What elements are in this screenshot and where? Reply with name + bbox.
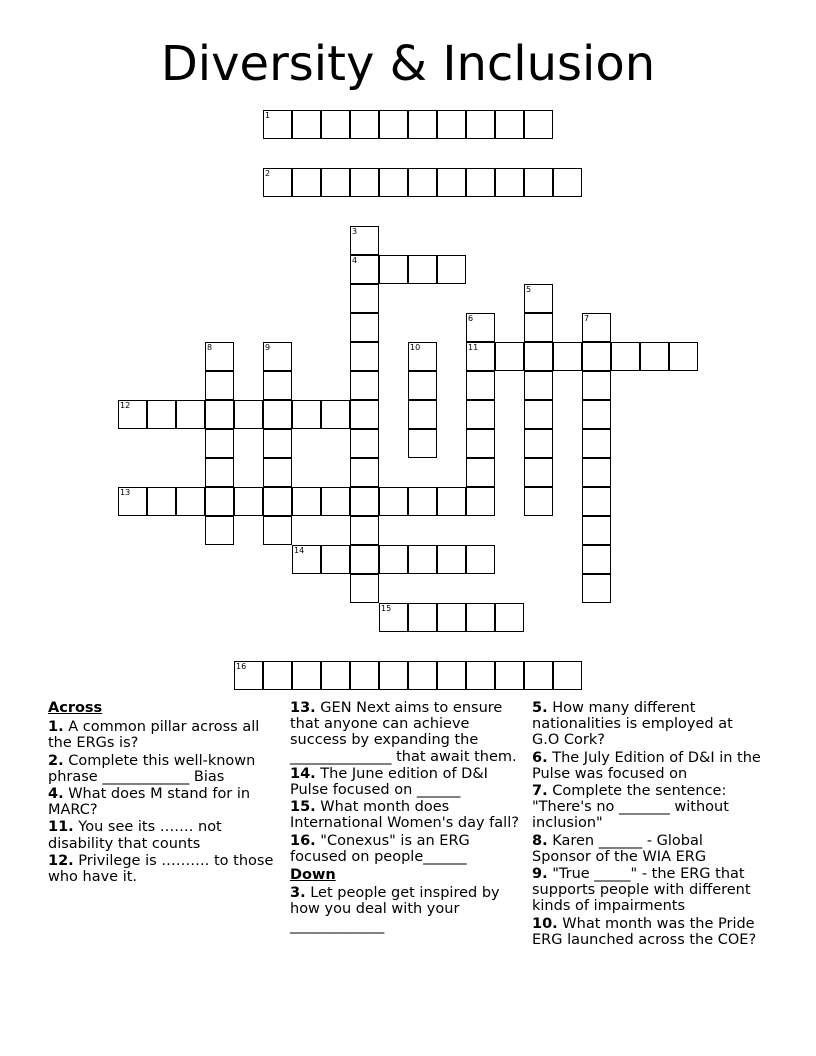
clue-number: 14.	[290, 765, 316, 782]
grid-cell[interactable]	[292, 487, 321, 516]
grid-cell[interactable]	[582, 429, 611, 458]
cell-number: 13	[120, 488, 131, 497]
grid-cell[interactable]	[408, 400, 437, 429]
cell-number: 2	[265, 169, 271, 178]
grid-cell[interactable]	[350, 342, 379, 371]
puzzle-title: Diversity & Inclusion	[160, 36, 656, 92]
grid-cell[interactable]	[147, 487, 176, 516]
grid-cell[interactable]	[466, 487, 495, 516]
cell-number: 8	[207, 343, 213, 352]
grid-cell[interactable]	[379, 603, 408, 632]
across-clue	[48, 719, 280, 751]
grid-cell[interactable]	[263, 661, 292, 690]
grid-cell[interactable]	[524, 400, 553, 429]
grid-cell[interactable]	[408, 110, 437, 139]
grid-cell[interactable]	[466, 545, 495, 574]
grid-cell[interactable]	[437, 168, 466, 197]
grid-cell[interactable]	[466, 313, 495, 342]
grid-cell[interactable]	[234, 661, 263, 690]
grid-cell[interactable]	[611, 342, 640, 371]
grid-cell[interactable]	[408, 255, 437, 284]
grid-cell[interactable]	[350, 545, 379, 574]
grid-cell[interactable]	[524, 458, 553, 487]
grid-cell[interactable]	[495, 168, 524, 197]
grid-cell[interactable]	[553, 168, 582, 197]
grid-cell[interactable]	[350, 661, 379, 690]
down-clue	[532, 916, 764, 948]
cell-number: 10	[410, 343, 421, 352]
grid-cell[interactable]	[205, 458, 234, 487]
grid-cell[interactable]	[263, 487, 292, 516]
grid-cell[interactable]	[524, 661, 553, 690]
grid-cell[interactable]	[379, 168, 408, 197]
grid-cell[interactable]	[466, 429, 495, 458]
grid-cell[interactable]	[350, 226, 379, 255]
clue-number: 11.	[48, 819, 74, 836]
across-clue	[290, 700, 522, 765]
grid-cell[interactable]	[437, 487, 466, 516]
grid-cell[interactable]	[263, 168, 292, 197]
grid-cell[interactable]	[582, 313, 611, 342]
down-heading: Down	[290, 867, 336, 884]
grid-cell[interactable]	[350, 458, 379, 487]
grid-cell[interactable]	[205, 429, 234, 458]
grid-cell[interactable]	[408, 487, 437, 516]
clue-text: The July Edition of D&I in the Pulse was focused on	[532, 749, 761, 782]
grid-cell[interactable]	[263, 429, 292, 458]
grid-cell[interactable]	[263, 458, 292, 487]
across-clue	[48, 786, 280, 818]
grid-cell[interactable]	[466, 400, 495, 429]
clue-number: 15.	[290, 799, 316, 816]
grid-cell[interactable]	[205, 371, 234, 400]
clue-number: 6.	[532, 749, 548, 766]
grid-cell[interactable]	[350, 168, 379, 197]
grid-cell[interactable]	[205, 400, 234, 429]
down-clue	[532, 700, 764, 749]
grid-cell[interactable]	[582, 342, 611, 371]
grid-cell[interactable]	[640, 342, 669, 371]
cell-number: 1	[265, 111, 271, 120]
clue-text: Let people get inspired by how you deal with your _____________	[290, 885, 500, 934]
across-clue	[48, 853, 280, 885]
grid-cell[interactable]	[263, 110, 292, 139]
grid-cell[interactable]	[118, 400, 147, 429]
down-clue	[532, 750, 764, 782]
clue-number: 5.	[532, 700, 548, 716]
down-clue	[290, 885, 522, 934]
cell-number: 6	[468, 314, 474, 323]
clues-column-3	[532, 700, 764, 949]
grid-cell[interactable]	[321, 545, 350, 574]
grid-cell[interactable]	[524, 371, 553, 400]
cell-number: 14	[294, 546, 305, 555]
grid-cell[interactable]	[582, 371, 611, 400]
grid-cell[interactable]	[321, 110, 350, 139]
grid-cell[interactable]	[350, 255, 379, 284]
grid-cell[interactable]	[292, 168, 321, 197]
grid-cell[interactable]	[466, 603, 495, 632]
grid-cell[interactable]	[379, 487, 408, 516]
grid-cell[interactable]	[350, 284, 379, 313]
cell-number: 16	[236, 662, 247, 671]
grid-cell[interactable]	[263, 342, 292, 371]
clue-text: You see its ……. not disability that counts	[48, 819, 222, 852]
grid-cell[interactable]	[495, 342, 524, 371]
clue-number: 13.	[290, 700, 316, 716]
grid-cell[interactable]	[205, 487, 234, 516]
clue-text: What does M stand for in MARC?	[48, 786, 251, 819]
grid-cell[interactable]	[147, 400, 176, 429]
grid-cell[interactable]	[582, 516, 611, 545]
cell-number: 11	[468, 343, 479, 352]
clue-text: What month does International Women's day fall?	[290, 799, 519, 832]
grid-cell[interactable]	[582, 545, 611, 574]
grid-cell[interactable]	[379, 661, 408, 690]
grid-cell[interactable]	[524, 487, 553, 516]
grid-cell[interactable]	[408, 545, 437, 574]
clue-number: 4.	[48, 786, 64, 803]
grid-cell[interactable]	[408, 429, 437, 458]
cell-number: 4	[352, 256, 358, 265]
clue-text: What month was the Pride ERG launched across the COE?	[532, 915, 757, 948]
grid-cell[interactable]	[350, 429, 379, 458]
grid-cell[interactable]	[350, 371, 379, 400]
grid-cell[interactable]	[582, 400, 611, 429]
grid-cell[interactable]	[118, 487, 147, 516]
grid-cell[interactable]	[437, 255, 466, 284]
clue-text: Complete the sentence: "There's no _______ without inclusion"	[532, 783, 729, 832]
grid-cell[interactable]	[263, 371, 292, 400]
grid-cell[interactable]	[669, 342, 698, 371]
grid-cell[interactable]	[466, 342, 495, 371]
grid-cell[interactable]	[408, 603, 437, 632]
clue-number: 10.	[532, 915, 558, 932]
grid-cell[interactable]	[437, 110, 466, 139]
grid-cell[interactable]	[524, 429, 553, 458]
grid-cell[interactable]	[582, 574, 611, 603]
grid-cell[interactable]	[263, 400, 292, 429]
grid-cell[interactable]	[553, 661, 582, 690]
grid-cell[interactable]	[292, 110, 321, 139]
grid-cell[interactable]	[176, 487, 205, 516]
grid-cell[interactable]	[350, 516, 379, 545]
grid-cell[interactable]	[408, 661, 437, 690]
grid-cell[interactable]	[524, 110, 553, 139]
grid-cell[interactable]	[495, 603, 524, 632]
grid-cell[interactable]	[524, 168, 553, 197]
cell-number: 7	[584, 314, 590, 323]
grid-cell[interactable]	[321, 487, 350, 516]
across-clue	[290, 833, 522, 865]
clues-column-2	[290, 700, 522, 935]
cell-number: 3	[352, 227, 358, 236]
grid-cell[interactable]	[321, 168, 350, 197]
across-heading: Across	[48, 700, 103, 716]
grid-cell[interactable]	[234, 400, 263, 429]
grid-cell[interactable]	[350, 400, 379, 429]
grid-cell[interactable]	[321, 661, 350, 690]
grid-cell[interactable]	[466, 371, 495, 400]
cell-number: 9	[265, 343, 271, 352]
clue-number: 8.	[532, 832, 548, 849]
grid-cell[interactable]	[292, 661, 321, 690]
grid-cell[interactable]	[350, 574, 379, 603]
cell-number: 15	[381, 604, 392, 613]
clue-text: How many different nationalities is employed at G.O Cork?	[532, 700, 733, 749]
grid-cell[interactable]	[379, 545, 408, 574]
grid-cell[interactable]	[292, 400, 321, 429]
grid-cell[interactable]	[437, 603, 466, 632]
grid-cell[interactable]	[263, 516, 292, 545]
clue-number: 12.	[48, 852, 74, 869]
grid-cell[interactable]	[524, 342, 553, 371]
grid-cell[interactable]	[408, 168, 437, 197]
down-clue	[532, 833, 764, 865]
grid-cell[interactable]	[553, 342, 582, 371]
across-clue	[290, 766, 522, 798]
grid-cell[interactable]	[437, 545, 466, 574]
grid-cell[interactable]	[437, 661, 466, 690]
clues-column-1	[48, 700, 280, 886]
grid-cell[interactable]	[524, 284, 553, 313]
grid-cell[interactable]	[205, 516, 234, 545]
clue-number: 16.	[290, 832, 316, 849]
grid-cell[interactable]	[205, 342, 234, 371]
grid-cell[interactable]	[350, 487, 379, 516]
grid-cell[interactable]	[379, 110, 408, 139]
grid-cell[interactable]	[350, 110, 379, 139]
clue-number: 7.	[532, 783, 548, 800]
clue-text: Karen ______ - Global Sponsor of the WIA ERG	[532, 832, 707, 865]
clue-number: 9.	[532, 866, 548, 883]
clue-text: The June edition of D&I Pulse focused on ______	[290, 765, 488, 799]
across-clue	[48, 753, 280, 785]
grid-cell[interactable]	[495, 110, 524, 139]
grid-cell[interactable]	[524, 313, 553, 342]
cell-number: 5	[526, 285, 532, 294]
clue-number: 2.	[48, 752, 64, 769]
grid-cell[interactable]	[408, 342, 437, 371]
grid-cell[interactable]	[321, 400, 350, 429]
clue-text: "True _____" - the ERG that supports people with different kinds of impairments	[532, 866, 751, 915]
grid-cell[interactable]	[466, 110, 495, 139]
grid-cell[interactable]	[466, 661, 495, 690]
grid-cell[interactable]	[466, 168, 495, 197]
grid-cell[interactable]	[582, 487, 611, 516]
grid-cell[interactable]	[379, 255, 408, 284]
clue-text: Privilege is ………. to those who have it.	[48, 852, 274, 886]
grid-cell[interactable]	[176, 400, 205, 429]
across-clue	[48, 819, 280, 851]
grid-cell[interactable]	[466, 458, 495, 487]
grid-cell[interactable]	[234, 487, 263, 516]
down-clue	[532, 866, 764, 915]
cell-number: 12	[120, 401, 131, 410]
grid-cell[interactable]	[292, 545, 321, 574]
grid-cell[interactable]	[582, 458, 611, 487]
grid-cell[interactable]	[408, 371, 437, 400]
grid-cell[interactable]	[495, 661, 524, 690]
clue-text: GEN Next aims to ensure that anyone can achieve success by expanding the ______________ that await them.	[290, 700, 517, 765]
clue-text: "Conexus" is an ERG focused on people______	[290, 832, 470, 865]
clue-text: Complete this well-known phrase ____________ Bias	[48, 752, 256, 785]
clue-number: 1.	[48, 719, 64, 736]
down-clue	[532, 783, 764, 832]
across-clue	[290, 799, 522, 831]
grid-cell[interactable]	[350, 313, 379, 342]
clue-text: A common pillar across all the ERGs is?	[48, 719, 260, 752]
clue-number: 3.	[290, 885, 306, 902]
